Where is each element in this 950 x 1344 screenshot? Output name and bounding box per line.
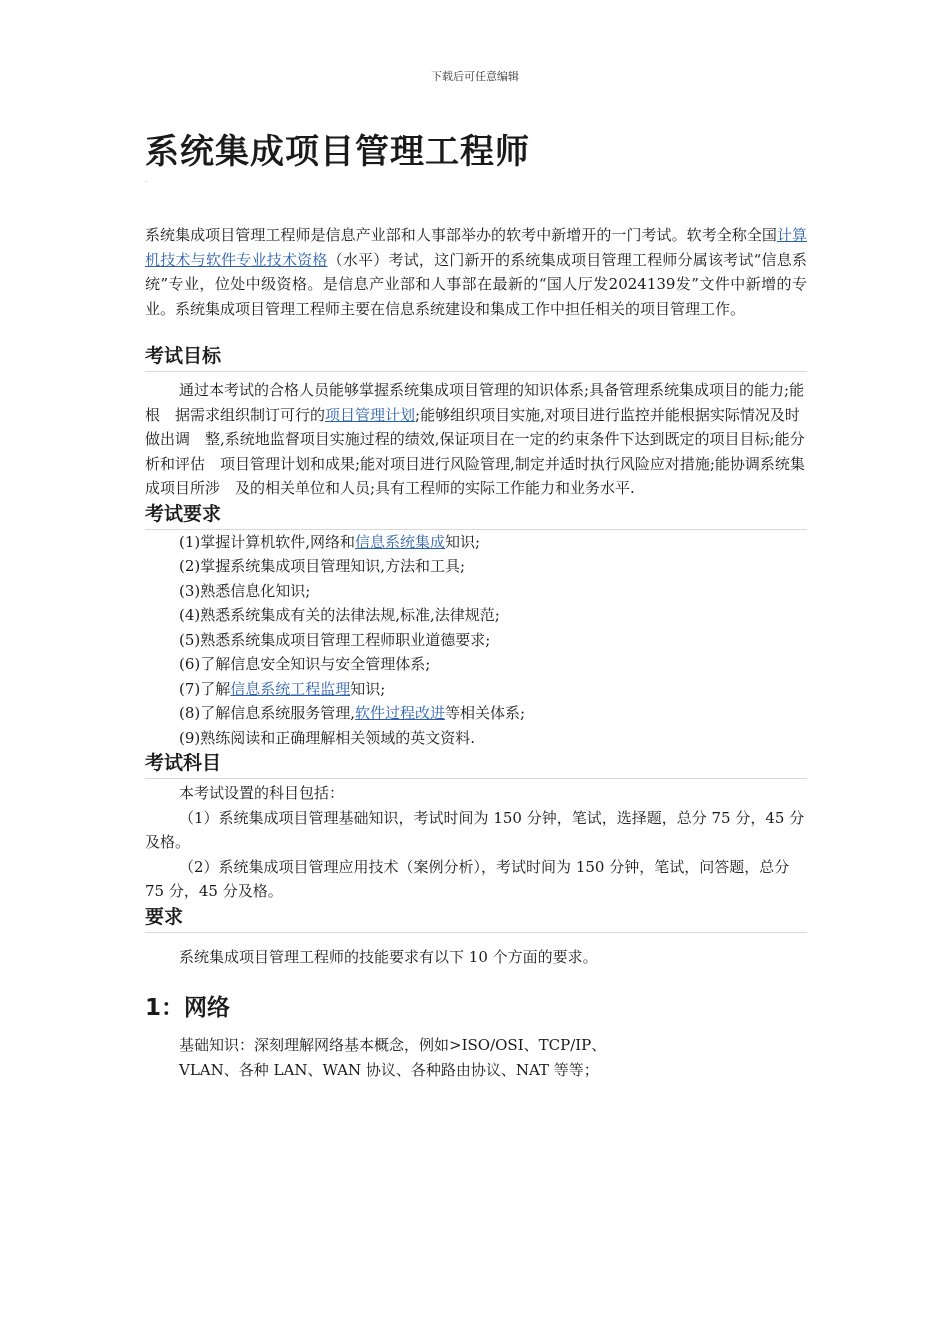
requirement-item	[145, 726, 807, 751]
requirement-text: 知识;	[350, 679, 386, 698]
requirement-item	[145, 579, 807, 604]
network-basics	[145, 1033, 807, 1083]
requirement-item	[145, 701, 807, 726]
requirement-item	[145, 530, 807, 555]
requirement-text: (3)熟悉信息化知识;	[179, 581, 311, 600]
subjects-line: （1）系统集成项目管理基础知识，考试时间为 150 分钟，笔试，选择题，总分 75 分，45 分及格。	[145, 808, 805, 851]
subsection-heading-network: 1：网络	[145, 995, 231, 1021]
section-heading-skill: 要求	[145, 904, 807, 933]
requirement-item	[145, 603, 807, 628]
goal-text-1: 通过本考试的合格人员能够掌握系统集成项目管理的知识体系;具备管理系统集成项目的能力;能根 据需求组织制订可行的	[145, 381, 805, 424]
intro-text-2: （水平）考试，这门新开的系统集成项目管理工程师分属该考试“信息系统”专业，位处中级资格。是信息产业部和人事部在最新的“国人厅发2024139发”文件中新增的专业。系统集成项目管理工程师主要在信息系统建设和集成工作中担任相关的项目管理工作。	[145, 250, 807, 318]
goal-text-2: ;能够组织项目实施,对项目进行监控并能根据实际情况及时做出调 整,系统地监督项目实施过程的绩效,保证项目在一定的约束条件下达到既定的项目目标;能分析和评估 项目管理计划和成果;能对项目进行风险管理,制定并适时执行风险应对措施;能协调系统集成项目所涉 及的相关单位和人员;具有工程师的实际工作能力和业务水平.	[145, 405, 805, 497]
requirement-text: (9)熟练阅读和正确理解相关领域的英文资料.	[179, 728, 476, 747]
requirement-text: (1)掌握计算机软件,网络和	[179, 532, 356, 551]
requirement-item	[145, 628, 807, 653]
requirements-list	[145, 530, 807, 751]
header-note: 下载后可任意编辑	[431, 70, 519, 83]
subjects-line: （2）系统集成项目管理应用技术（案例分析），考试时间为 150 分钟，笔试，问答题，总分 75 分，45 分及格。	[145, 857, 790, 900]
title-underline-mark: -	[145, 178, 148, 185]
requirement-text: (2)掌握系统集成项目管理知识,方法和工具;	[179, 557, 466, 575]
intro-paragraph	[145, 223, 807, 321]
requirement-link[interactable]: 信息系统工程监理	[230, 679, 351, 698]
section-heading-requirements: 考试要求	[145, 501, 807, 530]
requirement-item	[145, 652, 807, 677]
subjects-line: 本考试设置的科目包括：	[179, 784, 345, 802]
requirement-link[interactable]: 信息系统集成	[355, 532, 446, 551]
requirement-text: (5)熟悉系统集成项目管理工程师职业道德要求;	[179, 630, 491, 649]
requirement-text: (7)了解	[179, 679, 231, 698]
goal-paragraph	[145, 378, 807, 501]
goal-link[interactable]: 项目管理计划	[325, 405, 416, 424]
intro-link[interactable]: 计算机技术与软件专业技术资格	[145, 226, 807, 269]
section-heading-subjects: 考试科目	[145, 750, 807, 779]
requirement-item	[145, 554, 807, 579]
requirement-text: 等相关体系;	[445, 704, 526, 722]
skill-paragraph: 系统集成项目管理工程师的技能要求有以下 10 个方面的要求。	[179, 947, 598, 966]
requirement-text: 知识;	[445, 532, 481, 551]
requirement-text: (6)了解信息安全知识与安全管理体系;	[179, 655, 431, 673]
page-title: 系统集成项目管理工程师	[145, 132, 530, 172]
intro-text-1: 系统集成项目管理工程师是信息产业部和人事部举办的软考中新增开的一门考试。软考全称全国	[145, 226, 777, 244]
network-line: VLAN、各种 LAN、WAN 协议、各种路由协议、NAT 等等；	[179, 1061, 599, 1079]
requirement-item	[145, 677, 807, 702]
requirement-text: (4)熟悉系统集成有关的法律法规,标准,法律规范;	[179, 606, 500, 624]
requirement-link[interactable]: 软件过程改进	[355, 704, 446, 722]
section-heading-goal: 考试目标	[145, 343, 807, 372]
network-line: 基础知识：深刻理解网络基本概念，例如>ISO/OSI、TCP/IP、	[179, 1036, 607, 1054]
requirement-text: (8)了解信息系统服务管理,	[179, 704, 356, 722]
subjects-block	[145, 781, 807, 904]
document-body	[145, 128, 807, 1083]
